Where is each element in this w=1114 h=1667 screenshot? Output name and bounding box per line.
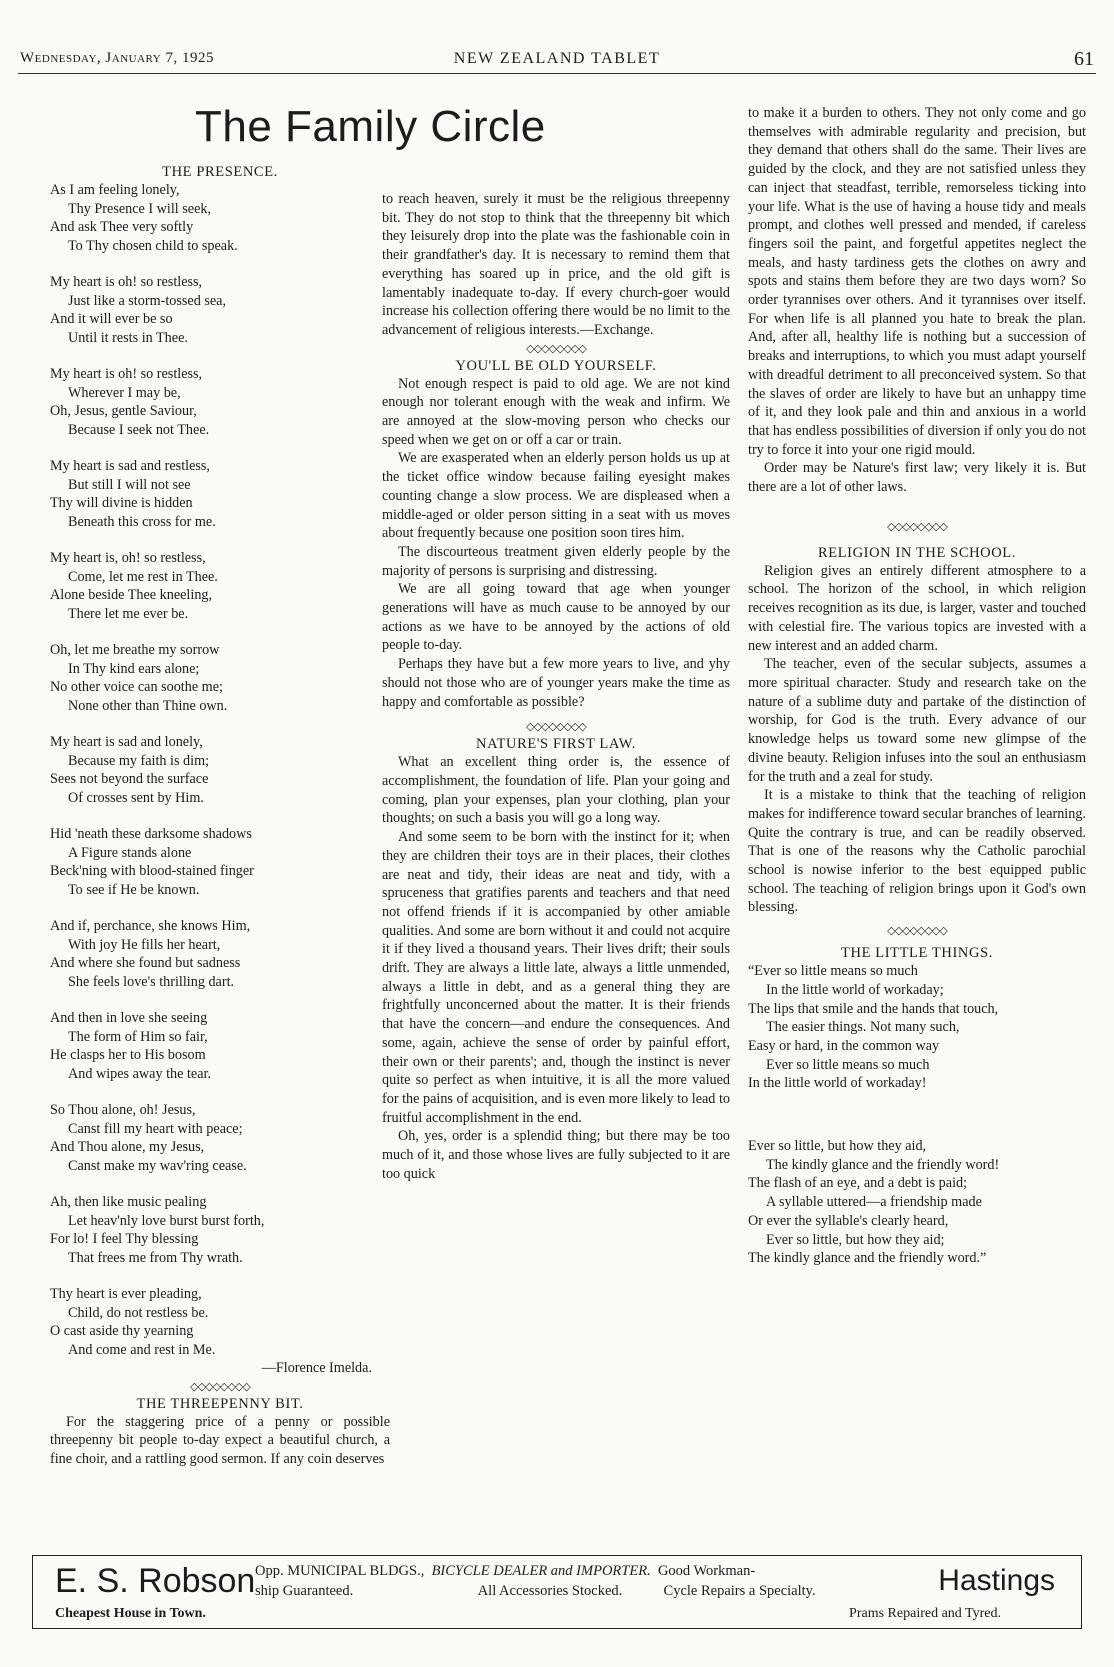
poem-line: Canst fill my heart with peace; xyxy=(68,1120,243,1137)
nature-continued-paragraph: to make it a burden to others. They not only come and go themselves with admirable regularity and precision, but they demand that others shall do the same. Their lives are guided by the clock, and they are not satisfied unless they can inject that steadfast, terrible, remorseless ticking into your life. What is the use of having a house tidy and meals prompt, and clothes well pressed and mended, if careless fingers soil the paint, and forgetful appetites neglect the meals, and hasty tardiness gets the clothes on awry and spots and stains them before they are two days worn? So order tyrannises over others. And it tyrannises over itself. For when life is all planned you hate to break the plan. And, after all, healthy life is nothing but a succession of breaks and interruptions, to which you must adapt yourself with dreadful detriment to all preconceived system. So that the slaves of order are likely to have but an unhappy time of it, and they look pale and thin and anxious in a world that has endless possibilities of diversion if only you do not try to force it into your one rigid mould. xyxy=(748,105,1086,458)
poem-line: To see if He be known. xyxy=(68,881,200,898)
header-rule xyxy=(18,73,1096,74)
stanza-gap xyxy=(50,347,390,365)
poem-stanza xyxy=(50,549,390,623)
poem-line: And it will ever be so xyxy=(50,311,173,327)
poem-line: And ask Thee very softly xyxy=(50,219,194,235)
poem-line: And where she found but sadness xyxy=(50,955,241,971)
poem-line: None other than Thine own. xyxy=(68,697,228,714)
religion-paragraph: It is a mistake to think that the teaching of religion makes for indifference toward secular branches of learning. Quite the contrary is true, and can be readily observed. That is one of the reasons why the Catholic parochial school is nowise inferior to the best equipped public school. The teaching of religion brings upon it God's own blessing. xyxy=(748,787,1086,916)
poem-stanza xyxy=(50,825,390,899)
stanza-gap xyxy=(50,1267,390,1285)
ornament-divider: ◇◇◇◇◇◇◇◇ xyxy=(190,1380,250,1393)
poem-line: Oh, let me breathe my sorrow xyxy=(50,642,220,658)
poem-line: The flash of an eye, and a debt is paid; xyxy=(748,1175,968,1192)
advertiser-name: E. S. Robson xyxy=(55,1562,256,1600)
ornament-divider: ◇◇◇◇◇◇◇◇ xyxy=(887,520,947,533)
advertiser-town: Hastings xyxy=(938,1564,1055,1597)
poem-line: Ever so little, but how they aid; xyxy=(766,1231,945,1248)
nature-paragraph: What an excellent thing order is, the essence of accomplishment, the foundation of life. Plan your going and coming, plan your expenses, plan your clothing, plan your thoughts; on such a basis you will go a long way. xyxy=(382,754,730,827)
poem-stanza xyxy=(50,273,390,347)
poem-line: And come and rest in Me. xyxy=(68,1341,216,1358)
poem-line: That frees me from Thy wrath. xyxy=(68,1249,243,1266)
religion-heading: RELIGION IN THE SCHOOL. xyxy=(818,544,1016,561)
ad-accessories: All Accessories Stocked. xyxy=(477,1583,623,1599)
poem-stanza xyxy=(50,181,390,255)
poem-line: Oh, Jesus, gentle Saviour, xyxy=(50,403,197,419)
poem-line: She feels love's thrilling dart. xyxy=(68,973,235,990)
stanza-gap xyxy=(50,439,390,457)
poem-line: Beck'ning with blood-stained finger xyxy=(50,863,254,879)
poem-line: Child, do not restless be. xyxy=(68,1304,209,1321)
poem-line: O cast aside thy yearning xyxy=(50,1323,194,1339)
poem-line: My heart is sad and restless, xyxy=(50,458,210,474)
poem-line: Ever so little means so much xyxy=(766,1056,930,1073)
poem-stanza xyxy=(50,365,390,439)
old-age-paragraph: We are all going toward that age when younger generations will have as much cause to be annoyed by our actions as we have to be annoyed by the actions of old people to-day. xyxy=(382,581,730,654)
poem-line: The form of Him so fair, xyxy=(68,1028,208,1045)
poem-line: My heart is sad and lonely, xyxy=(50,734,203,750)
poem-line: “Ever so little means so much xyxy=(748,963,918,980)
threepenny-heading: THE THREEPENNY BIT. xyxy=(136,1395,304,1412)
poem-line: The kindly glance and the friendly word.” xyxy=(748,1250,987,1267)
poem-line: And if, perchance, she knows Him, xyxy=(50,918,251,934)
page-number: 61 xyxy=(1074,48,1094,70)
old-age-paragraph: We are exasperated when an elderly person holds us up at the ticket office window because failing eyesight makes counting change a slow process. We are displeased when a middle-aged or older person sitting in a seat with us moves about frequently because one position soon tires him. xyxy=(382,450,730,542)
poem-line: In the little world of workaday! xyxy=(748,1075,927,1092)
ad-line-2 xyxy=(255,1583,816,1600)
column-1 xyxy=(50,164,390,1469)
stanza-gap xyxy=(50,1083,390,1101)
ad-line-1 xyxy=(255,1563,755,1580)
poem-line: Alone beside Thee kneeling, xyxy=(50,587,213,603)
robson-advertisement xyxy=(32,1555,1082,1629)
poem-line: Beneath this cross for me. xyxy=(68,513,216,530)
poem-line: A Figure stands alone xyxy=(68,844,192,861)
ad-repairs: Cycle Repairs a Specialty. xyxy=(663,1583,816,1599)
column-3 xyxy=(748,104,1086,1268)
column-2 xyxy=(382,190,730,1183)
poem-line: Of crosses sent by Him. xyxy=(68,789,204,806)
threepenny-paragraph-start: For the staggering price of a penny or possible threepenny bit people to-day expect a beautiful church, a fine choir, and a rattling good sermon. If any coin deserves xyxy=(50,1413,390,1467)
stanza-gap xyxy=(50,715,390,733)
little-things-stanza xyxy=(748,962,1086,1093)
poem-stanza xyxy=(50,457,390,531)
old-age-heading: YOU'LL BE OLD YOURSELF. xyxy=(455,357,657,374)
nature-closing-paragraph: Order may be Nature's first law; very likely it is. But there are a lot of other laws. xyxy=(748,460,1086,496)
poem-line: He clasps her to His bosom xyxy=(50,1047,206,1063)
poem-line: Thy will divine is hidden xyxy=(50,495,193,511)
poem-line: No other voice can soothe me; xyxy=(50,679,223,695)
poem-signature: —Florence Imelda. xyxy=(261,1360,372,1376)
poem-line: The kindly glance and the friendly word! xyxy=(766,1156,1000,1173)
poem-line: Hid 'neath these darksome shadows xyxy=(50,826,252,842)
old-age-paragraph: Perhaps they have but a few more years to live, and yhy should not those who are of younger years make the time as happy and comfortable as possible? xyxy=(382,656,730,710)
poem-line: And Thou alone, my Jesus, xyxy=(50,1139,205,1155)
poem-line: But still I will not see xyxy=(68,476,191,493)
stanza-gap xyxy=(50,899,390,917)
poem-line: As I am feeling lonely, xyxy=(50,182,180,198)
ornament-divider: ◇◇◇◇◇◇◇◇ xyxy=(887,925,947,938)
poem-line: The lips that smile and the hands that touch, xyxy=(748,1000,999,1017)
poem-line: Thy heart is ever pleading, xyxy=(50,1286,202,1302)
ad-address: Opp. MUNICIPAL BLDGS., xyxy=(255,1563,425,1579)
poem-stanza xyxy=(50,1009,390,1083)
poem-line: Just like a storm-tossed sea, xyxy=(68,292,227,309)
threepenny-paragraph-end: to reach heaven, surely it must be the religious threepenny bit. They do not stop to think that the threepenny bit which they leisurely drop into the plate was the fashionable coin in their grandfather's day. It is necessary to remind them that everything has soared up in price, and the old gift is lamentably inadequate to-day. If every church-goer would increase his collection offering there would be no limit to the advancement of religious interests.—Exchange. xyxy=(382,191,730,338)
stanza-gap xyxy=(50,991,390,1009)
ad-business: BICYCLE DEALER and IMPORTER. xyxy=(431,1563,651,1579)
poem-line: Until it rests in Thee. xyxy=(68,329,188,346)
nature-paragraph: And some seem to be born with the instinct for it; when they are children their toys are in their places, their clothes are neat and tidy, their ideas are neat and tidy, with a spruceness that gratifies parents and teachers and that need not offend friends if it is accompanied by other amiable qualities. And some are born without it and could not acquire it if they lived a thousand years. Their lives drift; their souls drift. They are always a little late, always a little unmended, always a little in debt, and as a general thing they are frightfully unconcerned about the matter. It is their friends that have the concern—and endure the consequences. And some, again, achieve the sense of order by painful effort, their own or their parents'; and, though the instinct is never quite so perfect as when intuitive, it is all the more valued for the pains of acquisition, and is even more likely to lead to fruitful accomplishment in the end. xyxy=(382,829,730,1126)
poem-line: To Thy chosen child to speak. xyxy=(68,237,238,254)
poem-stanza xyxy=(50,1101,390,1175)
little-things-stanza xyxy=(748,1137,1086,1268)
poem-line: My heart is, oh! so restless, xyxy=(50,550,206,566)
poem-line: With joy He fills her heart, xyxy=(68,936,221,953)
poem-stanza xyxy=(50,733,390,807)
ad-prams: Prams Repaired and Tyred. xyxy=(849,1606,1001,1621)
poem-line: For lo! I feel Thy blessing xyxy=(50,1231,199,1247)
advertiser-tagline: Cheapest House in Town. xyxy=(55,1606,206,1621)
poem-line: And then in love she seeing xyxy=(50,1010,208,1026)
poem-line: So Thou alone, oh! Jesus, xyxy=(50,1102,196,1118)
presence-heading: THE PRESENCE. xyxy=(162,164,278,180)
presence-poem xyxy=(50,181,390,1359)
stanza-gap xyxy=(50,807,390,825)
ad-guarantee-start: Good Workman- xyxy=(657,1563,756,1579)
poem-line: In Thy kind ears alone; xyxy=(68,660,200,677)
poem-line: Ah, then like music pealing xyxy=(50,1194,207,1210)
poem-line: Wherever I may be, xyxy=(68,384,181,401)
nature-heading: NATURE'S FIRST LAW. xyxy=(476,736,636,753)
ornament-divider: ◇◇◇◇◇◇◇◇ xyxy=(526,342,586,355)
poem-line: My heart is oh! so restless, xyxy=(50,366,203,382)
poem-stanza xyxy=(50,1193,390,1267)
poem-line: Let heav'nly love burst burst forth, xyxy=(68,1212,265,1229)
poem-line: My heart is oh! so restless, xyxy=(50,274,203,290)
poem-line: And wipes away the tear. xyxy=(68,1065,212,1082)
poem-line: Ever so little, but how they aid, xyxy=(748,1138,927,1155)
stanza-gap xyxy=(50,255,390,273)
poem-line: A syllable uttered—a friendship made xyxy=(766,1194,982,1211)
poem-line: Because I seek not Thee. xyxy=(68,421,210,438)
religion-paragraph: Religion gives an entirely different atmosphere to a school. The horizon of the school, in which religion receives recognition as its due, is larger, vaster and touched with celestial fire. The various topics are invested with a new interest and an added charm. xyxy=(748,562,1086,654)
ad-guarantee-end: ship Guaranteed. xyxy=(255,1583,354,1599)
nature-paragraph: Oh, yes, order is a splendid thing; but there may be too much of it, and those whose lives are fully subjected to it are too quick xyxy=(382,1128,730,1182)
stanza-gap xyxy=(50,1175,390,1193)
stanza-gap xyxy=(50,531,390,549)
issue-date: Wednesday, January 7, 1925 xyxy=(20,50,214,66)
old-age-paragraph: The discourteous treatment given elderly people by the majority of persons is surprising and distressing. xyxy=(382,543,730,579)
poem-line: Sees not beyond the surface xyxy=(50,771,209,787)
poem-line: Or ever the syllable's clearly heard, xyxy=(748,1212,949,1229)
poem-line: Canst make my wav'ring cease. xyxy=(68,1157,247,1174)
poem-line: Come, let me rest in Thee. xyxy=(68,568,218,585)
ornament-divider: ◇◇◇◇◇◇◇◇ xyxy=(526,721,586,734)
religion-paragraph: The teacher, even of the secular subjects, assumes a more spiritual character. Study and research take on the nature of a sublime duty and partake of the distinction of worship, for God is the truth. Every advance of our knowledge helps us toward some new glimpse of the divine beauty. Religion infuses into the soul an enthusiasm for the truth and a zeal for study. xyxy=(748,656,1086,785)
poem-stanza xyxy=(50,1285,390,1359)
newspaper-name: NEW ZEALAND TABLET xyxy=(453,50,661,67)
poem-line: Thy Presence I will seek, xyxy=(68,200,212,217)
poem-stanza xyxy=(50,917,390,991)
poem-line: There let me ever be. xyxy=(68,605,189,622)
old-age-paragraph: Not enough respect is paid to old age. We are not kind enough nor tolerant enough with the weak and infirm. We are annoyed at the slow-moving person who checks our speed when we get on or off a car or train. xyxy=(382,375,730,448)
section-title: The Family Circle xyxy=(195,102,546,151)
poem-line: The easier things. Not many such, xyxy=(766,1019,960,1036)
stanza-gap xyxy=(50,623,390,641)
poem-line: Easy or hard, in the common way xyxy=(748,1037,940,1054)
little-things-heading: THE LITTLE THINGS. xyxy=(841,945,993,962)
poem-line: In the little world of workaday; xyxy=(766,981,944,998)
poem-stanza xyxy=(50,641,390,715)
poem-line: Because my faith is dim; xyxy=(68,752,210,769)
